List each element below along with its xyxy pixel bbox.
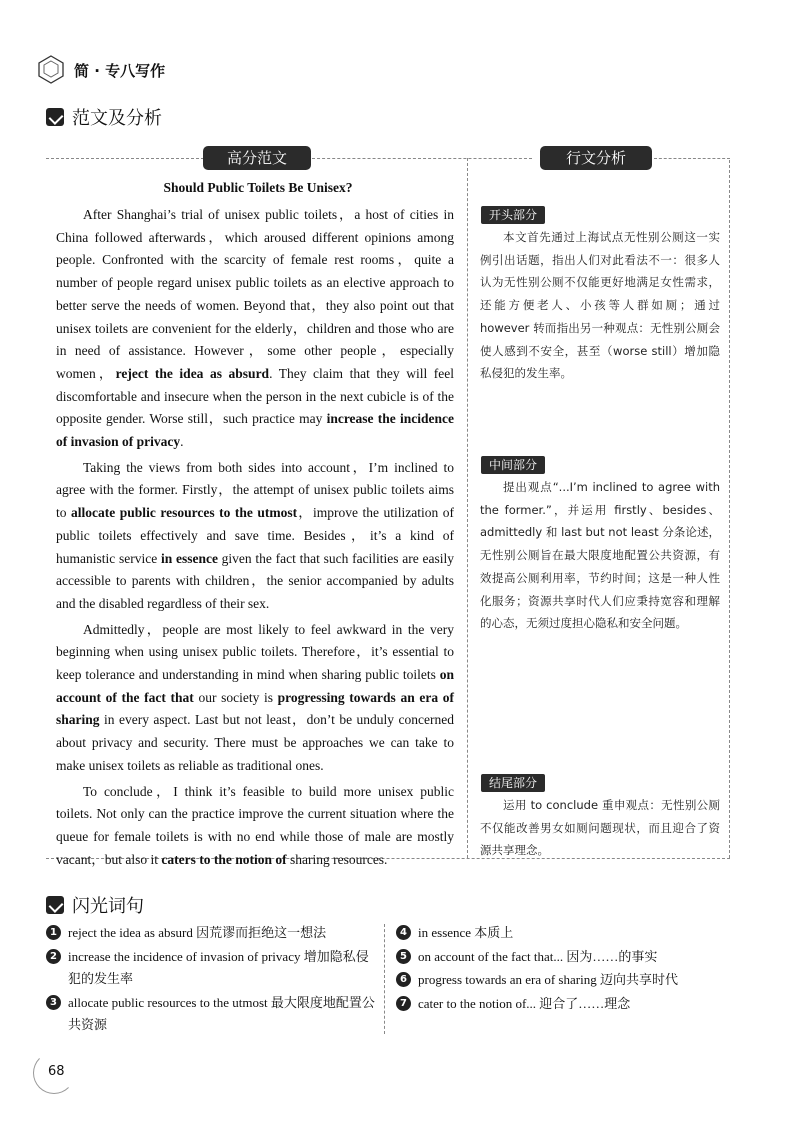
highlight-phrase: reject the idea as absurd bbox=[115, 365, 270, 381]
list-item: 5 on account of the fact that... 因为……的事实 bbox=[396, 946, 736, 969]
analysis-middle: 提出观点“...I’m inclined to agree with the former.”，并运用 firstly、besides、admittedly 和 last but not least 分条论述，无性别公厕旨在最大限度地配置公共资源，有效提高公厕利用率，节约时间；这是一种人性化服务；资源共享时代人们应秉持宽容和理解的心态，无须过度担心隐私和安全问题。 bbox=[480, 480, 720, 631]
highlight-phrase: in essence bbox=[160, 550, 218, 566]
divider bbox=[46, 158, 204, 159]
essay-paragraph-2: Taking the views from both sides into account，I’m inclined to agree with the former. Firstly，the attempt of unisex public toilets aims to allocate public resources to the utmost，improve the utilization of public toilets effectively and save time. Besides，it’s a kind of humanistic service in essence given the fact that such facilities are easily accessible to parents with children，the senior accompanied by adults and the disabled regardless of their sex. bbox=[56, 459, 454, 611]
column-divider bbox=[384, 924, 385, 1034]
list-item: 1 reject the idea as absurd 因荒谬而拒绝这一想法 bbox=[46, 922, 376, 945]
list-item: 2 increase the incidence of invasion of privacy 增加隐私侵犯的发生率 bbox=[46, 946, 376, 991]
phrase-list-right bbox=[396, 922, 736, 1016]
banner-analysis: 行文分析 bbox=[540, 146, 652, 170]
number-badge: 5 bbox=[396, 949, 411, 964]
essay-paragraph-1: After Shanghai’s trial of unisex public toilets，a host of cities in China followed afterwards，which aroused different opinions among people. Confronted with the scarcity of female rest rooms，quite a number of people regard unisex public toilets as an elective approach to better serve the needs of women. Beyond that，they also point out that unisex toilets are convenient for the elderly，children and those who are in need of assistance. However，some other people，especially women，reject the idea as absurd. They claim that they will feel discomfortable and insecure when the person in the next cubicle is of the opposite gender. Worse still，such practice may increase the incidence of invasion of privacy. bbox=[56, 207, 454, 450]
banner-model-essay: 高分范文 bbox=[203, 146, 311, 170]
check-box-icon bbox=[46, 108, 64, 126]
list-item: 4 in essence 本质上 bbox=[396, 922, 736, 945]
list-item: 3 allocate public resources to the utmost 最大限度地配置公共资源 bbox=[46, 992, 376, 1037]
essay-paragraph-3: Admittedly，people are most likely to feel awkward in the very beginning when using unisex public toilets. Therefore，it’s essential to keep tolerance and understanding in mind when sharing public toilets on account of the fact that our society is progressing towards an era of sharing in every aspect. Last but not least，don’t be unduly concerned about privacy and security. There must be approaches we can take to make unisex toilets as reliable as traditional ones. bbox=[56, 621, 454, 773]
tag-ending: 结尾部分 bbox=[481, 774, 545, 792]
highlight-phrase: caters to the notion of bbox=[161, 851, 287, 867]
tag-opening: 开头部分 bbox=[481, 206, 545, 224]
header-title: 简 · 专八写作 bbox=[74, 62, 166, 80]
essay-body bbox=[56, 204, 454, 871]
divider bbox=[654, 158, 730, 159]
analysis-ending: 运用 to conclude 重申观点：无性别公厕不仅能改善男女如厕问题现状，而且迎合了资源共享理念。 bbox=[480, 798, 720, 858]
section-title-phrases: 闪光词句 bbox=[72, 896, 144, 917]
list-item: 7 cater to the notion of... 迎合了……理念 bbox=[396, 993, 736, 1016]
analysis-opening: 本文首先通过上海试点无性别公厕这一实例引出话题，指出人们对此看法不一：很多人认为无性别公厕不仅能更好地满足女性需求，还能方便老人、小孩等人群如厕；通过 however 转而指出另一种观点：无性别公厕会使人感到不安全，甚至（worse still）增加隐私侵犯的发生率。 bbox=[480, 230, 720, 381]
number-badge: 4 bbox=[396, 925, 411, 940]
divider bbox=[312, 158, 532, 159]
number-badge: 6 bbox=[396, 972, 411, 987]
essay-title: Should Public Toilets Be Unisex? bbox=[163, 180, 353, 195]
section-title-model: 范文及分析 bbox=[72, 108, 162, 129]
number-badge: 7 bbox=[396, 996, 411, 1011]
essay-paragraph-4: To conclude，I think it’s feasible to build more unisex public toilets. Not only can the practice improve the current situation where the queue for female toilets is with no end while those of male are mostly vacant，but also it caters to the notion of sharing resources. bbox=[56, 783, 454, 867]
highlight-phrase: allocate public resources to the utmost bbox=[71, 505, 298, 521]
tag-middle: 中间部分 bbox=[481, 456, 545, 474]
highlight-phrase: increase the incidence of invasion of privacy bbox=[56, 411, 454, 450]
hexagon-logo-icon bbox=[36, 54, 66, 84]
page-number: 68 bbox=[48, 1064, 65, 1079]
phrase-list-left bbox=[46, 922, 376, 1038]
number-badge: 1 bbox=[46, 925, 61, 940]
list-item: 6 progress towards an era of sharing 迈向共享时代 bbox=[396, 969, 736, 992]
column-divider bbox=[729, 160, 730, 858]
number-badge: 3 bbox=[46, 995, 61, 1010]
highlight-phrase: progressing towards an era of sharing bbox=[56, 689, 454, 728]
number-badge: 2 bbox=[46, 949, 61, 964]
column-divider bbox=[467, 158, 468, 858]
highlight-phrase: on account of the fact that bbox=[56, 667, 454, 705]
check-box-icon bbox=[46, 896, 64, 914]
